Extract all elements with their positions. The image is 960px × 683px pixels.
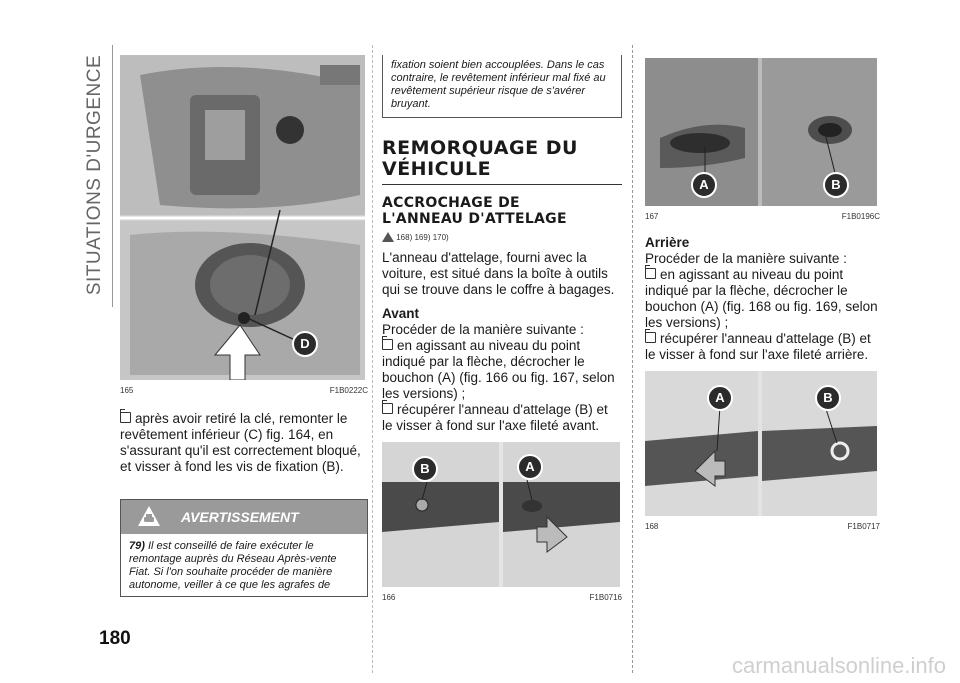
column-1	[120, 55, 368, 597]
warning-triangle-icon	[382, 232, 394, 242]
steering-column-illustration	[120, 55, 365, 380]
subheading-rear: Arrière	[645, 235, 690, 250]
bullet-step: récupérer l'anneau d'attelage (B) et le visser à fond sur l'axe fileté arrière.	[645, 331, 871, 362]
procedure-intro: Procéder de la manière suivante :	[382, 322, 584, 337]
figure-label-a: A	[517, 454, 543, 480]
warning-text: 79) Il est conseillé de faire exécuter le remontage auprès du Réseau Après-vente Fiat. Si l'on souhaite procéder de manière autonome, veiller à ce que les agrafes de	[129, 540, 337, 591]
checkbox-bullet-icon	[382, 403, 393, 414]
figure-caption: 166 F1B0716	[382, 593, 622, 602]
figure-168	[645, 371, 877, 516]
figure-caption: 168 F1B0717	[645, 522, 880, 531]
checkbox-bullet-icon	[120, 412, 131, 423]
checkbox-bullet-icon	[645, 268, 656, 279]
figure-167	[645, 58, 877, 206]
watermark: carmanualsonline.info	[731, 653, 946, 678]
bullet-step: en agissant au niveau du point indiqué par la flèche, décrocher le bouchon (A) (fig. 168 ou fig. 169, selon les versions) ;	[645, 267, 878, 330]
checkbox-bullet-icon	[645, 332, 656, 343]
rear-bumper-illustration	[645, 371, 877, 516]
bullet-step: récupérer l'anneau d'attelage (B) et le visser à fond sur l'axe fileté avant.	[382, 402, 608, 433]
warning-box	[120, 499, 368, 597]
subheading-front: Avant	[382, 306, 420, 321]
section-heading: REMORQUAGE DU VÉHICULE	[382, 137, 578, 180]
intro-paragraph: L'anneau d'attelage, fourni avec la voiture, est situé dans la boîte à outils qui se trouve dans le coffre à bagages.	[382, 250, 615, 297]
side-section-title: SITUATIONS D'URGENCE	[84, 54, 105, 296]
figure-label-b: B	[412, 456, 438, 482]
column-3	[645, 58, 880, 535]
bullet-step: en agissant au niveau du point indiqué par la flèche, décrocher le bouchon (A) (fig. 166 ou fig. 167, selon les versions) ;	[382, 338, 615, 401]
side-divider	[112, 45, 113, 307]
heading-rule	[382, 184, 622, 185]
column-2	[382, 55, 622, 606]
column-divider	[632, 45, 633, 673]
figure-caption: 165 F1B0222C	[120, 386, 368, 395]
figure-166	[382, 442, 620, 587]
figure-caption: 167 F1B0196C	[645, 212, 880, 221]
checkbox-bullet-icon	[382, 339, 393, 350]
figure-label-a: A	[691, 172, 717, 198]
figure-label-a: A	[707, 385, 733, 411]
figure-label-d: D	[292, 331, 318, 357]
warning-references: 168) 169) 170)	[382, 230, 622, 246]
figure-label-b: B	[823, 172, 849, 198]
figure-165	[120, 55, 365, 380]
figure-label-b: B	[815, 385, 841, 411]
warning-car-icon	[137, 505, 161, 527]
subsection-heading: ACCROCHAGE DE L'ANNEAU D'ATTELAGE	[382, 195, 567, 227]
page-number: 180	[99, 628, 131, 649]
bullet-step: après avoir retiré la clé, remonter le revêtement inférieur (C) fig. 164, en s'assurant qu'il est correctement bloqué, et visser à fond les vis de fixation (B).	[120, 411, 361, 474]
warning-continuation: fixation soient bien accouplées. Dans le cas contraire, le revêtement inférieur mal fixé au revêtement supérieur risque de s'avérer bruyant.	[382, 55, 622, 118]
procedure-intro: Procéder de la manière suivante :	[645, 251, 847, 266]
warning-header: AVERTISSEMENT	[121, 500, 367, 534]
column-divider	[372, 45, 373, 673]
